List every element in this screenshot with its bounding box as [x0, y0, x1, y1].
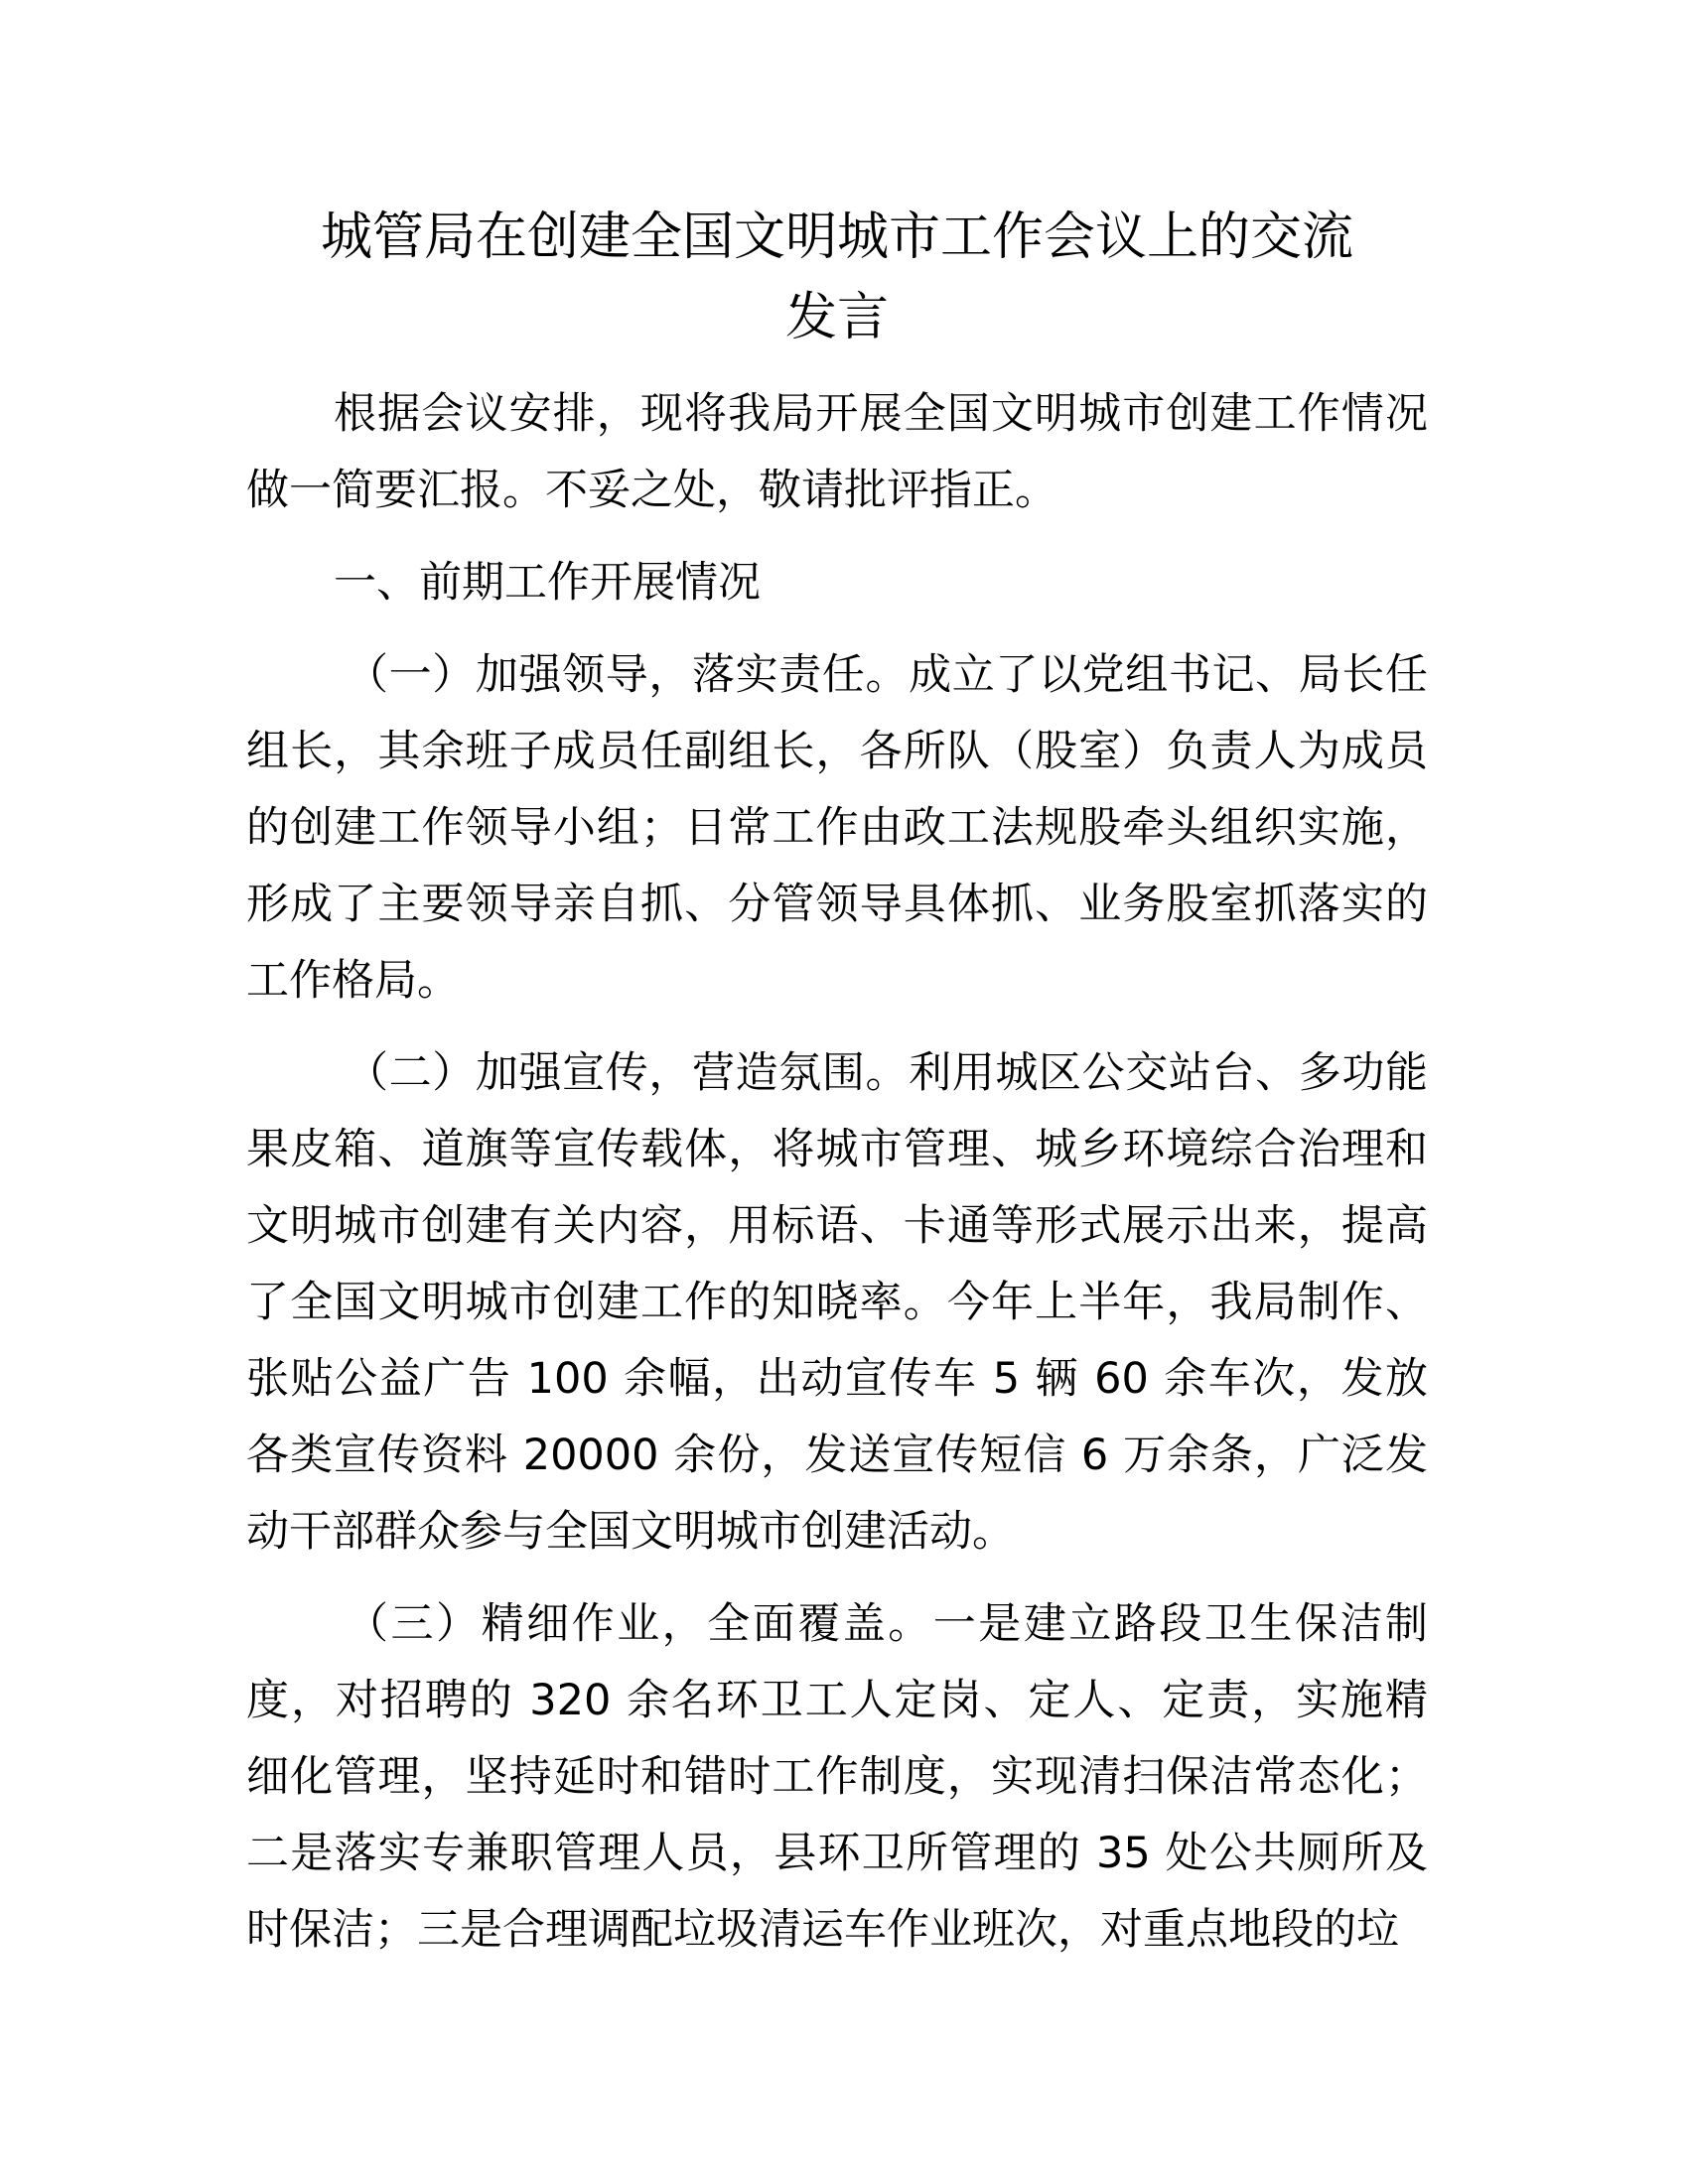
section-heading	[246, 545, 1428, 621]
text-line: 的创建工作领导小组；日常工作由政工法规股牵头组织实施，	[246, 803, 1428, 853]
text-line: 度，对招聘的 320 余名环卫工人定岗、定人、定责，实施精	[246, 1676, 1428, 1725]
text-line: 根据会议安排，现将我局开展全国文明城市创建工作情况	[334, 389, 1428, 439]
paragraph	[246, 376, 1428, 529]
text-line: 细化管理，坚持延时和错时工作制度，实现清扫保洁常态化；	[246, 1752, 1428, 1802]
text-line: 工作格局。	[246, 956, 460, 1006]
text-line: 形成了主要领导亲自抓、分管领导具体抓、业务股室抓落实的	[246, 880, 1428, 929]
paragraph	[246, 1586, 1428, 1969]
text-line: 了全国文明城市创建工作的知晓率。今年上半年，我局制作、	[246, 1278, 1428, 1327]
title-line: 城管局在创建全国文明城市工作会议上的交流	[320, 207, 1353, 267]
text-line: 组长，其余班子成员任副组长，各所队（股室）负责人为成员	[246, 727, 1428, 776]
text-line: 时保洁；三是合理调配垃圾清运车作业班次，对重点地段的垃	[246, 1905, 1399, 1955]
text-line: 做一简要汇报。不妥之处，敬请批评指正。	[246, 466, 1057, 515]
text-line: 张贴公益广告 100 余幅，出动宣传车 5 辆 60 余车次，发放	[246, 1354, 1428, 1404]
text-line: 动干部群众参与全国文明城市创建活动。	[246, 1507, 1015, 1557]
document-body	[246, 376, 1428, 1984]
text-line: 二是落实专兼职管理人员，县环卫所管理的 35 处公共厕所及	[246, 1829, 1428, 1878]
text-line: 文明城市创建有关内容，用标语、卡通等形式展示出来，提高	[246, 1201, 1428, 1251]
text-line: 各类宣传资料 20000 余份，发送宣传短信 6 万余条，广泛发	[246, 1431, 1428, 1480]
paragraph	[246, 637, 1428, 1020]
title-line: 发言	[784, 288, 889, 347]
text-line: （一）加强领导，落实责任。成立了以党组书记、局长任	[346, 650, 1428, 700]
paragraph	[246, 1035, 1428, 1570]
text-line: （三）精细作业，全面覆盖。一是建立路段卫生保洁制	[346, 1599, 1428, 1649]
text-line: 果皮箱、道旗等宣传载体，将城市管理、城乡环境综合治理和	[246, 1125, 1428, 1174]
text-line: （二）加强宣传，营造氛围。利用城区公交站台、多功能	[346, 1048, 1428, 1098]
text-line: 一、前期工作开展情况	[334, 558, 761, 608]
document-title	[246, 198, 1428, 358]
